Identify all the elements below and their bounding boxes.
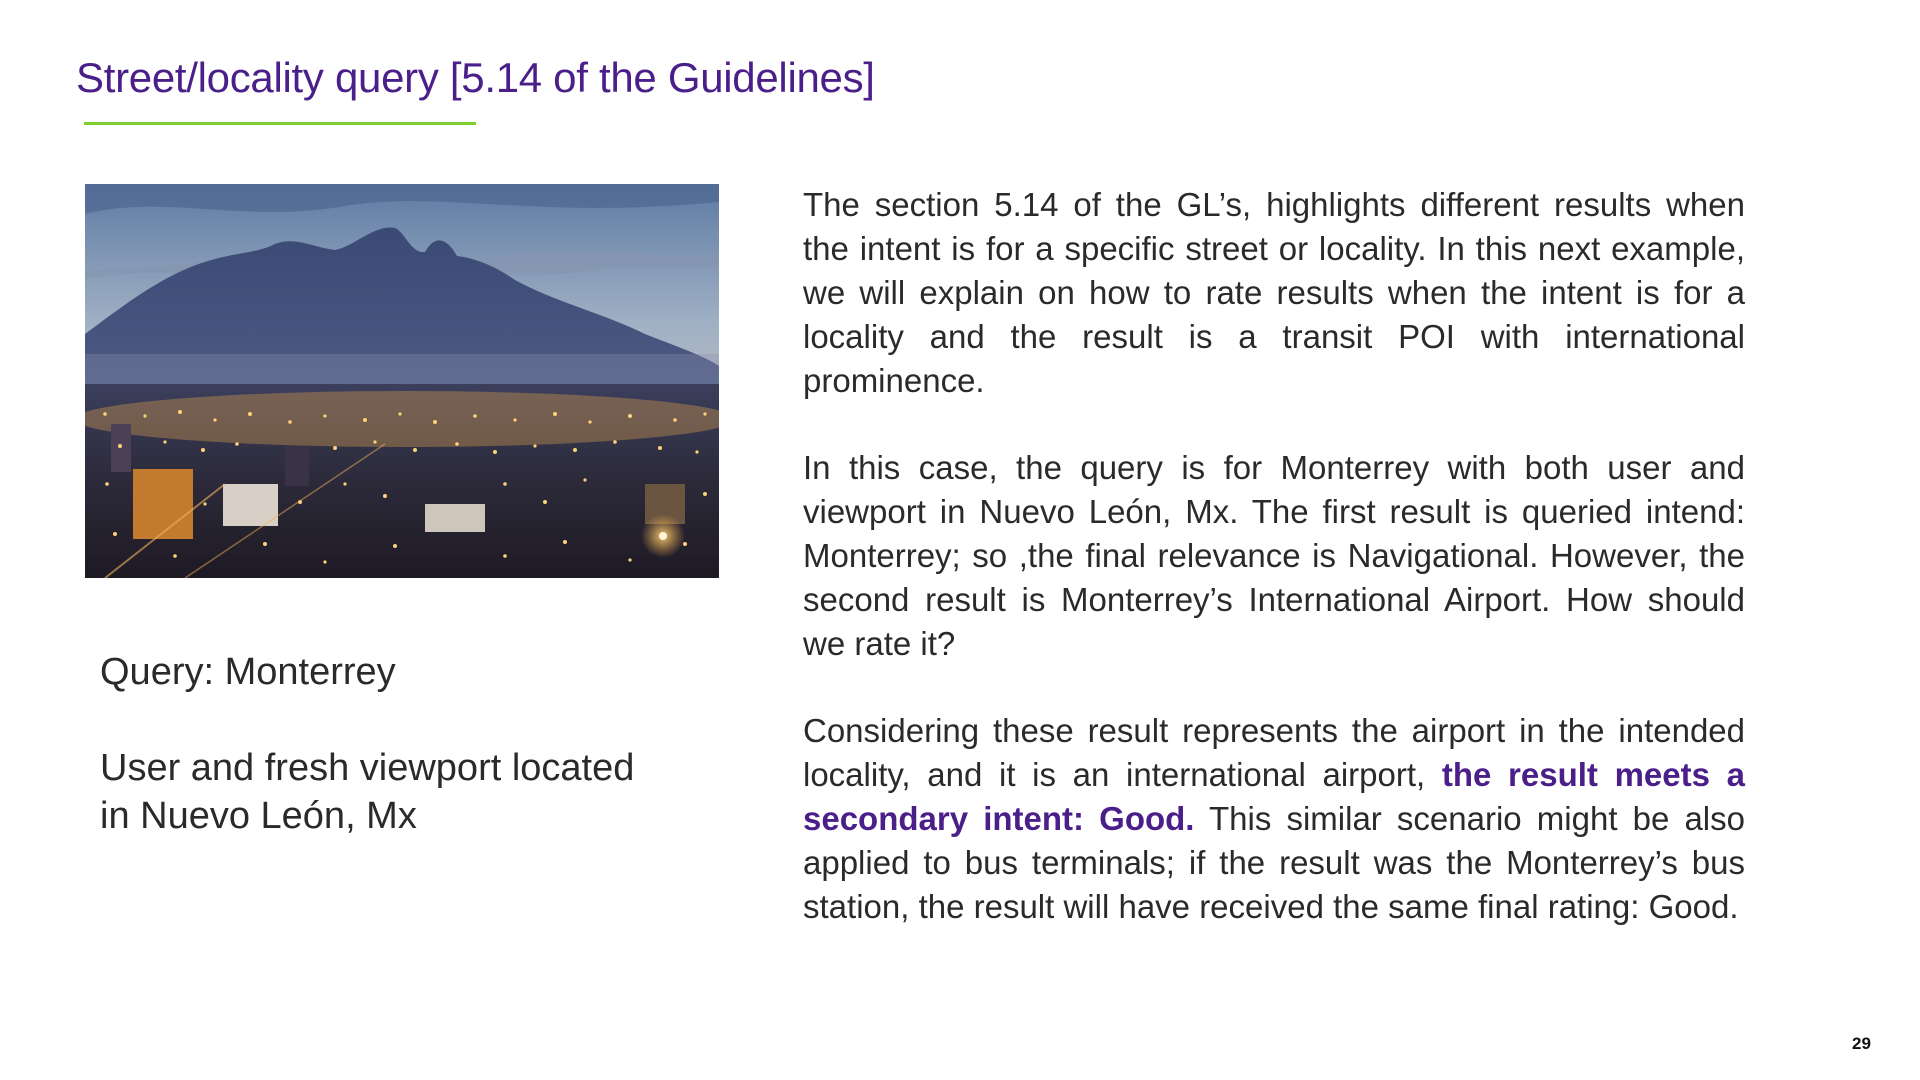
title-underline [84,122,476,125]
conclusion-end: This similar scenario might be also applied to bus terminals; if the result was the Monterrey’s bus station, the result will have received the same final rating: Good. [803,800,1745,925]
location-line-1: User and fresh viewport located [100,747,635,789]
paragraph-intro: The section 5.14 of the GL’s, highlights different results when the intent is for a specific street or locality. In this next example, we will explain on how to rate results when the intent is for a locality and the result is a transit POI with international prominence. [803,186,1745,399]
monterrey-skyline-photo [85,184,719,578]
rating-emphasis: the result meets a secondary intent: Good. [803,756,1745,837]
page-number: 29 [1852,1034,1871,1053]
query-label: Query: Monterrey [100,651,396,693]
conclusion-start: Considering these result represents the airport in the intended locality, and it is an international airport, [803,712,1745,793]
location-line-2: in Nuevo León, Mx [100,795,417,837]
paragraph-case: In this case, the query is for Monterrey with both user and viewport in Nuevo León, Mx. The first result is queried intend: Monterrey; so ,the final relevance is Navigational. However, the second result is Monterrey’s International Airport. How should we rate it? [803,449,1745,662]
query-panel [100,648,700,840]
paragraph-conclusion [803,709,1745,929]
slide-title: Street/locality query [5.14 of the Guidelines] [76,54,875,101]
body-text [803,183,1745,972]
